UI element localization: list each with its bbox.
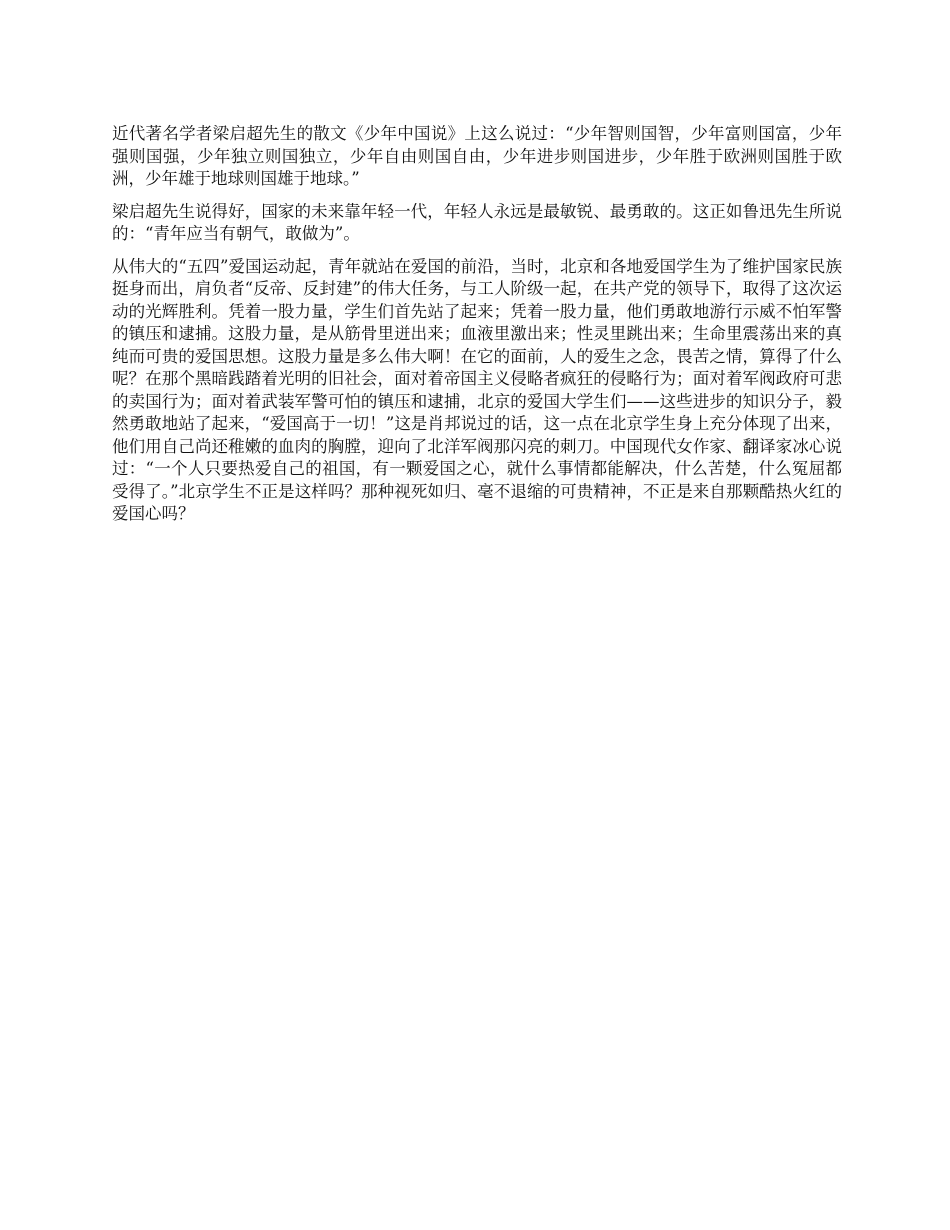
paragraph-intro-quote: 近代著名学者梁启超先生的散文《少年中国说》上这么说过：“少年智则国智，少年富则国富，少年强则国强，少年独立则国独立，少年自由则国自由，少年进步则国进步，少年胜于欧洲则国胜于欧洲，少年雄于地球则国雄于地球。” xyxy=(112,124,842,188)
paragraph-commentary: 梁启超先生说得好，国家的未来靠年轻一代，年轻人永远是最敏锐、最勇敢的。这正如鲁迅先生所说的：“青年应当有朝气，敢做为”。 xyxy=(112,201,842,243)
document-page xyxy=(112,123,842,536)
paragraph-may-fourth: 从伟大的“五四”爱国运动起，青年就站在爱国的前沿，当时，北京和各地爱国学生为了维护国家民族挺身而出，肩负者“反帝、反封建”的伟大任务，与工人阶级一起，在共产党的领导下，取得了这次运动的光辉胜利。凭着一股力量，学生们首先站了起来；凭着一股力量，他们勇敢地游行示威不怕军警的镇压和逮捕。这股力量，是从筋骨里迸出来；血液里激出来；性灵里跳出来；生命里震荡出来的真纯而可贵的爱国思想。这股力量是多么伟大啊！在它的面前，人的爱生之念，畏苦之情，算得了什么呢？在那个黑暗践踏着光明的旧社会，面对着帝国主义侵略者疯狂的侵略行为；面对着军阀政府可悲的卖国行为；面对着武装军警可怕的镇压和逮捕，北京的爱国大学生们——这些进步的知识分子，毅然勇敢地站了起来，“爱国高于一切！”这是肖邦说过的话，这一点在北京学生身上充分体现了出来，他们用自己尚还稚嫩的血肉的胸膛，迎向了北洋军阀那闪亮的刺刀。中国现代女作家、翻译家冰心说过：“一个人只要热爱自己的祖国，有一颗爱国之心，就什么事情都能解决，什么苦楚，什么冤屈都受得了。”北京学生不正是这样吗？那种视死如归、毫不退缩的可贵精神，不正是来自那颗酷热火红的爱国心吗？ xyxy=(112,256,842,523)
